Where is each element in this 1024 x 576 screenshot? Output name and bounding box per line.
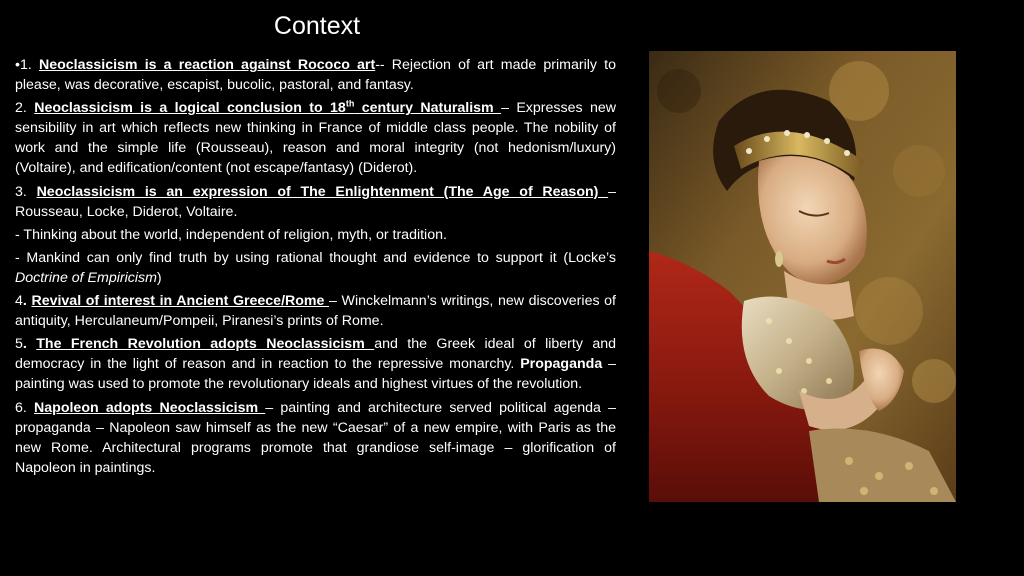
- point-4-text: – Winckelmann’s writings, new discoveries of antiquity, Herculaneum/Pompeii, Piranesi’s prints of Rome.: [15, 293, 616, 330]
- point-5-prefix-bold: .: [22, 336, 37, 353]
- point-2-heading-sup: th: [345, 98, 355, 109]
- point-2-prefix: 2.: [15, 100, 35, 117]
- point-1-prefix: •1.: [15, 57, 39, 73]
- painting-image: [649, 51, 956, 502]
- point-4-prefix: 4: [15, 293, 23, 310]
- point-3-sub-1: [15, 225, 616, 245]
- point-5-text: and the Greek ideal of liberty and democracy in the light of reason and in reaction to the repressive monarchy.: [15, 336, 616, 373]
- point-6-text: – painting and architecture served political agenda – propaganda – Napoleon saw himself as the new “Caesar” of a new empire, with Paris as the new Rome. Architectural programs promote that grandiose self-image – glorification of Napoleon in paintings.: [15, 399, 616, 476]
- point-1-text: -- Rejection of art made primarily to please, was decorative, escapist, bucolic, pastoral, and fantasy.: [15, 57, 616, 94]
- point-4-prefix-bold: .: [22, 293, 32, 310]
- point-6-prefix: 6.: [15, 399, 35, 416]
- point-2: [15, 98, 616, 178]
- point-3-sub-2-italic: Doctrine of Empiricism: [15, 269, 157, 286]
- point-3-sub-1-text: - Thinking about the world, independent of religion, myth, or tradition.: [15, 226, 447, 243]
- point-2-heading-b: century Naturalism: [354, 100, 502, 117]
- point-3-sub-2-text: - Mankind can only find truth by using rational thought and evidence to support it (Locke’s: [15, 249, 616, 266]
- point-3-prefix: 3.: [15, 183, 37, 200]
- point-1-heading: Neoclassicism is a reaction against Rococo art: [38, 57, 376, 73]
- point-6: [15, 398, 616, 478]
- painting-svg: [649, 51, 956, 502]
- point-5-bold: Propaganda: [520, 356, 603, 373]
- point-3-sub-2-end: ): [156, 269, 162, 286]
- point-3-sub-2: [15, 248, 616, 288]
- point-2-text: – Expresses new sensibility in art which reflects new thinking in France of middle class people. The nobility of work and the simple life (Rousseau), reason and moral integrity (not hedonism/luxury) (Voltaire), and edification/content (not escape/fantasy) (Diderot).: [15, 100, 616, 177]
- slide-body: [15, 55, 616, 481]
- point-5: [15, 334, 616, 394]
- point-3: [15, 182, 616, 222]
- point-3-heading: Neoclassicism is an expression of The Enlightenment (The Age of Reason): [36, 183, 609, 200]
- earring: [775, 251, 783, 267]
- slide-title: Context: [273, 12, 361, 40]
- point-4: [15, 291, 616, 331]
- point-1: [15, 55, 616, 95]
- point-2-heading-a: Neoclassicism is a logical conclusion to 18: [34, 100, 346, 117]
- point-5-text-end: – painting was used to promote the revolutionary ideals and highest virtues of the revolution.: [15, 356, 616, 393]
- point-4-heading: Revival of interest in Ancient Greece/Rome: [31, 293, 330, 310]
- point-6-heading: Napoleon adopts Neoclassicism: [34, 399, 266, 416]
- point-5-prefix: 5: [15, 336, 23, 353]
- point-2-heading: [34, 100, 501, 116]
- point-3-text: – Rousseau, Locke, Diderot, Voltaire.: [15, 183, 616, 220]
- point-5-heading: The French Revolution adopts Neoclassicism: [36, 336, 375, 353]
